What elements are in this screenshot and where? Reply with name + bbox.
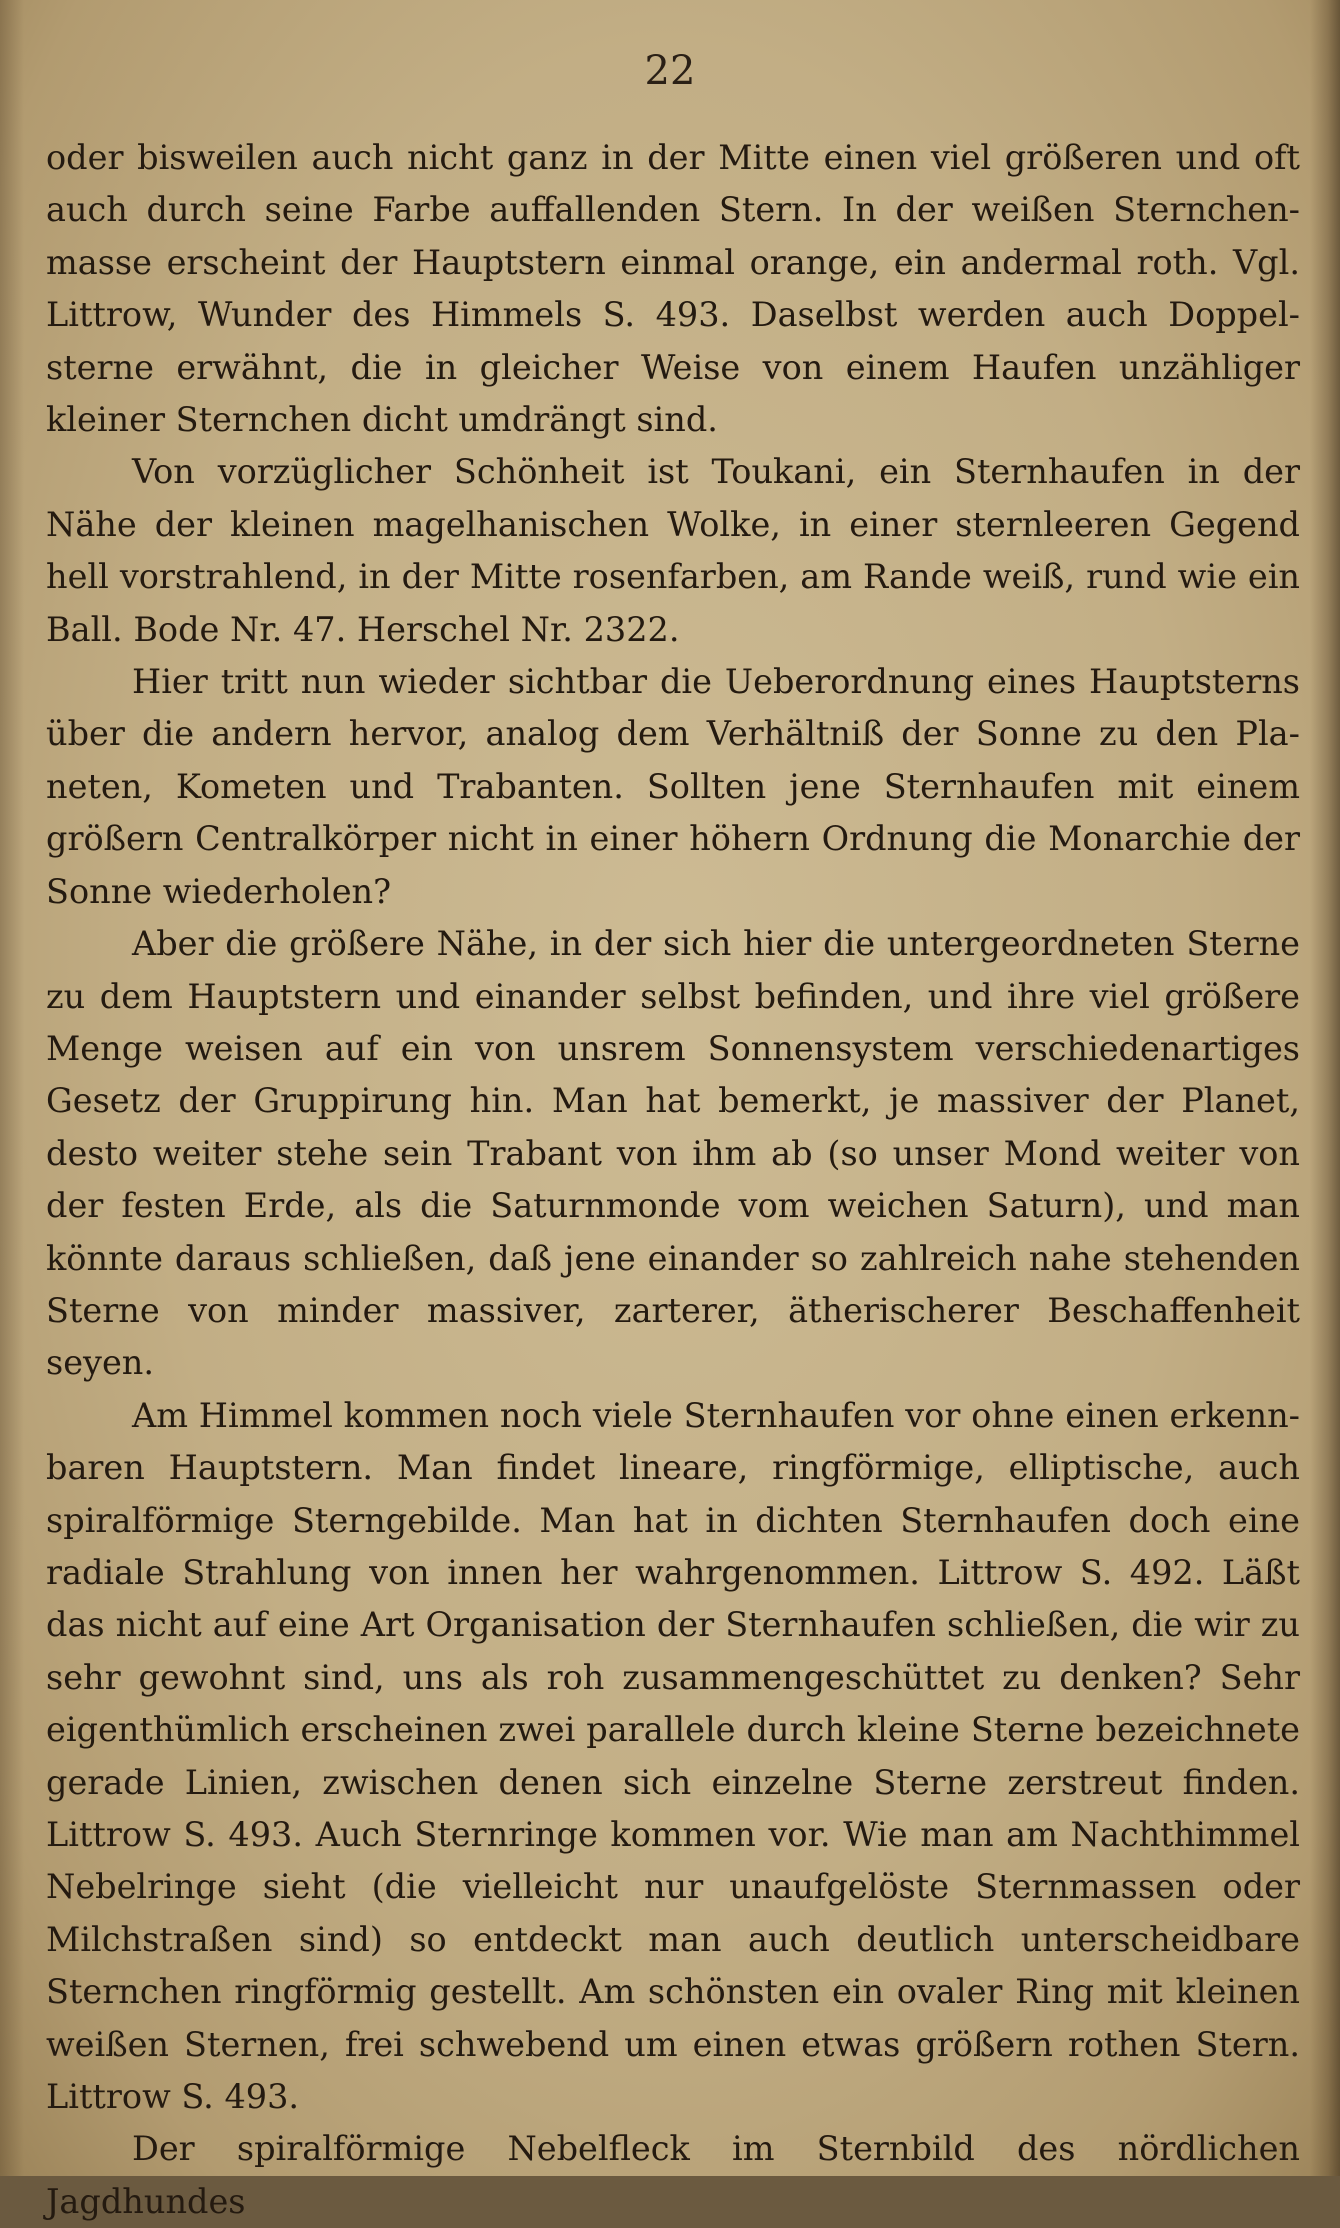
paragraph-1: oder bisweilen auch nicht ganz in der Mitte einen viel größeren und oft auch durch seine Farbe auffallenden Stern. In der weißen Sternchenmasse erscheint der Hauptstern einmal orange, ein andermal roth. Vgl. Littrow, Wunder des Himmels S. 493. Daselbst werden auch Doppelsterne erwähnt, die in gleicher Weise von einem Haufen unzähliger kleiner Sternchen dicht umdrängt sind. bbox=[46, 138, 1300, 440]
body-text bbox=[46, 132, 1300, 2228]
page-number: 22 bbox=[644, 48, 696, 94]
paragraph-5: Am Himmel kommen noch viele Sternhaufen vor ohne einen erkennbaren Hauptstern. Man findet lineare, ringförmige, elliptische, auch spiralförmige Sterngebilde. Man hat in dichten Sternhaufen doch eine radiale Strahlung von innen her wahrgenommen. Littrow S. 492. Läßt das nicht auf eine Art Organisation der Sternhaufen schließen, die wir zu sehr gewohnt sind, uns als roh zusammengeschüttet zu denken? Sehr eigenthümlich erscheinen zwei parallele durch kleine Sterne bezeichnete gerade Linien, zwischen denen sich einzelne Sterne zerstreut finden. Littrow S. 493. Auch Sternringe kommen vor. Wie man am Nachthimmel Nebelringe sieht (die vielleicht nur unaufgelöste Sternmassen oder Milchstraßen sind) so entdeckt man auch deutlich unterscheidbare Sternchen ringförmig gestellt. Am schönsten ein ovaler Ring mit kleinen weißen Sternen, frei schwebend um einen etwas größern rothen Stern. Littrow S. 493. bbox=[46, 1395, 1300, 2117]
paragraph-6: Der spiralförmige Nebelfleck im Sternbild des nördlichen Jagdhundes bbox=[46, 2129, 1300, 2221]
paragraph-4: Aber die größere Nähe, in der sich hier die untergeordneten Sterne zu dem Hauptstern und einander selbst befinden, und ihre viel größere Menge weisen auf ein von unsrem Sonnensystem verschiedenartiges Gesetz der Gruppirung hin. Man hat bemerkt, je massiver der Planet, desto weiter stehe sein Trabant von ihm ab (so unser Mond weiter von der festen Erde, als die Saturnmonde vom weichen Saturn), und man könnte daraus schließen, daß jene einander so zahlreich nahe stehenden Sterne von minder massiver, zarterer, ätherischerer Beschaffenheit seyen. bbox=[46, 924, 1300, 1383]
page-shadow-left bbox=[0, 0, 24, 2176]
paragraph-2: Von vorzüglicher Schönheit ist Toukani, ein Sternhaufen in der Nähe der kleinen magelhanischen Wolke, in einer sternleeren Gegend hell vorstrahlend, in der Mitte rosenfarben, am Rande weiß, rund wie ein Ball. Bode Nr. 47. Herschel Nr. 2322. bbox=[46, 452, 1300, 649]
paragraph-3: Hier tritt nun wieder sichtbar die Ueberordnung eines Hauptsterns über die andern hervor, analog dem Verhältniß der Sonne zu den Planeten, Kometen und Trabanten. Sollten jene Sternhaufen mit einem größern Centralkörper nicht in einer höhern Ordnung die Monarchie der Sonne wiederholen? bbox=[46, 662, 1300, 911]
page-shadow-right bbox=[1310, 0, 1340, 2176]
